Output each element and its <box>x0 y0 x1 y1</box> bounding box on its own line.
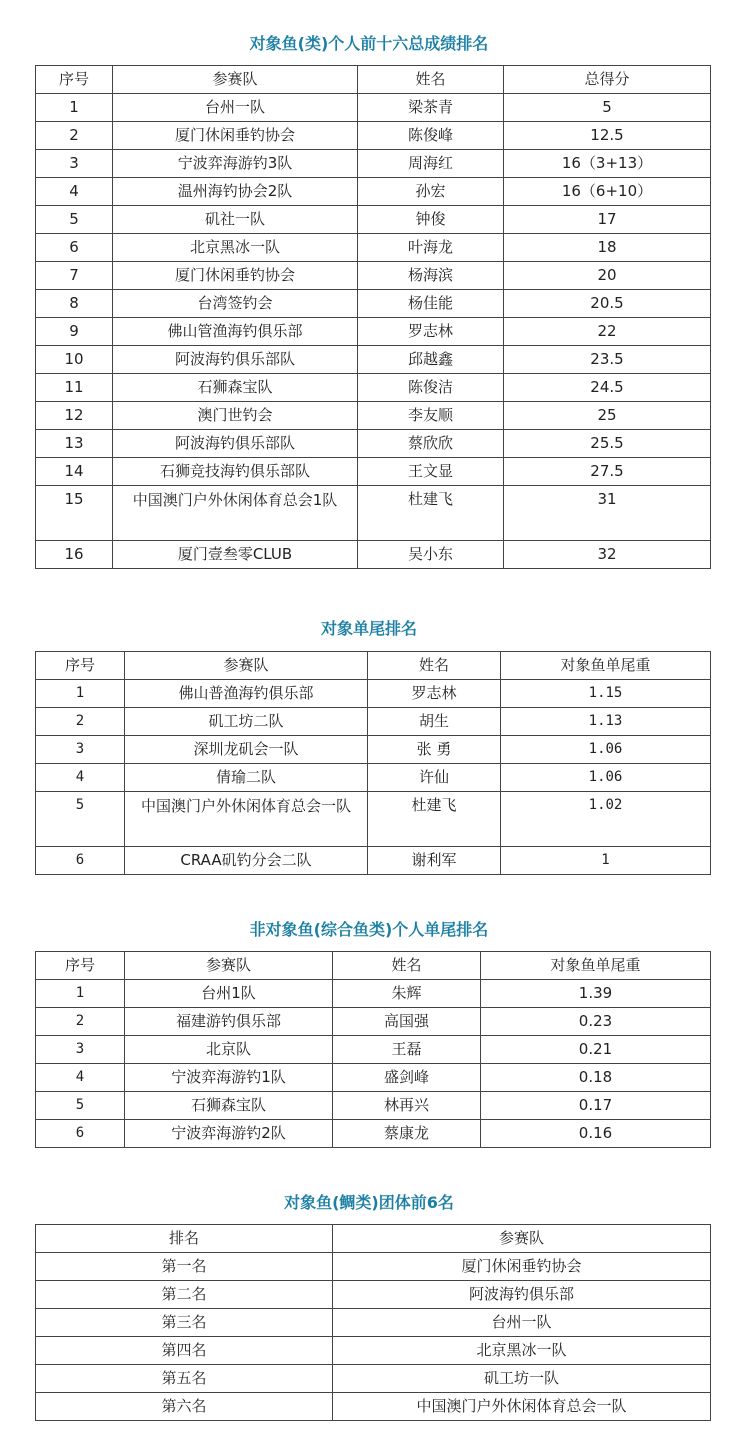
table-cell: 宁波弈海游钓2队 <box>125 1120 333 1148</box>
table-cell: 中国澳门户外休闲体育总会1队 <box>113 486 358 541</box>
table-cell: 厦门休闲垂钓协会 <box>113 262 358 290</box>
table-cell: 杨海滨 <box>358 262 504 290</box>
table-cell: 谢利军 <box>368 847 501 875</box>
table-cell: CRAA矶钓分会二队 <box>125 847 368 875</box>
table-cell: 周海红 <box>358 150 504 178</box>
ranking-table <box>35 951 711 1148</box>
table-cell: 陈俊峰 <box>358 122 504 150</box>
table-row <box>36 541 711 569</box>
table-row <box>36 458 711 486</box>
table-cell: 阿波海钓俱乐部队 <box>113 430 358 458</box>
table-cell: 厦门壹叁零CLUB <box>113 541 358 569</box>
column-header: 对象鱼单尾重 <box>481 952 711 980</box>
table-cell: 5 <box>36 792 125 847</box>
table-row <box>36 680 711 708</box>
table-cell: 李友顺 <box>358 402 504 430</box>
table-cell: 2 <box>36 122 113 150</box>
table-cell: 13 <box>36 430 113 458</box>
table-cell: 蔡欣欣 <box>358 430 504 458</box>
table-cell: 宁波弈海游钓3队 <box>113 150 358 178</box>
table-cell: 1.02 <box>501 792 711 847</box>
table-cell: 台州一队 <box>333 1309 711 1337</box>
table-cell: 王文显 <box>358 458 504 486</box>
table-cell: 7 <box>36 262 113 290</box>
table-cell: 孙宏 <box>358 178 504 206</box>
ranking-table <box>35 1224 711 1421</box>
table-cell: 第五名 <box>36 1365 333 1393</box>
table-cell: 王磊 <box>333 1036 481 1064</box>
table-cell: 倩瑜二队 <box>125 764 368 792</box>
table-cell: 25 <box>504 402 711 430</box>
table-cell: 许仙 <box>368 764 501 792</box>
table-cell: 台州1队 <box>125 980 333 1008</box>
ranking-table <box>35 651 711 875</box>
table-cell: 第一名 <box>36 1253 333 1281</box>
table-cell: 第四名 <box>36 1337 333 1365</box>
table-cell: 9 <box>36 318 113 346</box>
table-row <box>36 792 711 847</box>
table-cell: 矶工坊一队 <box>333 1365 711 1393</box>
table-cell: 4 <box>36 178 113 206</box>
table-row <box>36 374 711 402</box>
header-row <box>36 66 711 94</box>
column-header: 总得分 <box>504 66 711 94</box>
table-cell: 17 <box>504 206 711 234</box>
table-row <box>36 262 711 290</box>
table-row <box>36 206 711 234</box>
table-cell: 第三名 <box>36 1309 333 1337</box>
table-cell: 1 <box>501 847 711 875</box>
table-cell: 深圳龙矶会一队 <box>125 736 368 764</box>
table-cell: 23.5 <box>504 346 711 374</box>
header-row <box>36 1225 711 1253</box>
table-cell: 北京队 <box>125 1036 333 1064</box>
ranking-table <box>35 65 711 569</box>
column-header: 参赛队 <box>125 952 333 980</box>
table-row <box>36 402 711 430</box>
table-cell: 4 <box>36 1064 125 1092</box>
header-row <box>36 652 711 680</box>
table-row <box>36 234 711 262</box>
table-cell: 矶工坊二队 <box>125 708 368 736</box>
table-row <box>36 178 711 206</box>
table-cell: 1.39 <box>481 980 711 1008</box>
table-row <box>36 1337 711 1365</box>
table-cell: 高国强 <box>333 1008 481 1036</box>
table-cell: 石狮森宝队 <box>113 374 358 402</box>
table-cell: 北京黑冰一队 <box>333 1337 711 1365</box>
table-row <box>36 430 711 458</box>
table-cell: 厦门休闲垂钓协会 <box>333 1253 711 1281</box>
table-cell: 22 <box>504 318 711 346</box>
table-cell: 杨佳能 <box>358 290 504 318</box>
table-cell: 32 <box>504 541 711 569</box>
column-header: 姓名 <box>358 66 504 94</box>
table-row <box>36 122 711 150</box>
section-title: 非对象鱼(综合鱼类)个人单尾排名 <box>249 920 489 939</box>
table-cell: 1 <box>36 980 125 1008</box>
table-row <box>36 1393 711 1421</box>
table-cell: 0.17 <box>481 1092 711 1120</box>
table-cell: 5 <box>36 206 113 234</box>
table-cell: 石狮森宝队 <box>125 1092 333 1120</box>
table-row <box>36 486 711 541</box>
table-cell: 0.23 <box>481 1008 711 1036</box>
column-header: 姓名 <box>368 652 501 680</box>
table-cell: 叶海龙 <box>358 234 504 262</box>
table-cell: 温州海钓协会2队 <box>113 178 358 206</box>
table-cell: 6 <box>36 1120 125 1148</box>
table-cell: 福建游钓俱乐部 <box>125 1008 333 1036</box>
table-cell: 16（3+13） <box>504 150 711 178</box>
table-row <box>36 708 711 736</box>
table-cell: 0.18 <box>481 1064 711 1092</box>
table-cell: 罗志林 <box>368 680 501 708</box>
table-cell: 阿波海钓俱乐部 <box>333 1281 711 1309</box>
table-cell: 罗志林 <box>358 318 504 346</box>
table-row <box>36 1365 711 1393</box>
table-cell: 11 <box>36 374 113 402</box>
table-cell: 12.5 <box>504 122 711 150</box>
table-cell: 18 <box>504 234 711 262</box>
table-cell: 15 <box>36 486 113 541</box>
table-row <box>36 736 711 764</box>
table-cell: 1.13 <box>501 708 711 736</box>
table-cell: 1.06 <box>501 736 711 764</box>
table-cell: 6 <box>36 234 113 262</box>
section-individual-top16 <box>0 32 738 569</box>
table-cell: 14 <box>36 458 113 486</box>
table-cell: 吴小东 <box>358 541 504 569</box>
table-cell: 16（6+10） <box>504 178 711 206</box>
section-title: 对象鱼(鲷类)团体前6名 <box>284 1193 454 1212</box>
table-cell: 2 <box>36 1008 125 1036</box>
table-row <box>36 1281 711 1309</box>
table-cell: 1 <box>36 680 125 708</box>
table-cell: 5 <box>504 94 711 122</box>
section-non-target-fish <box>0 918 738 1148</box>
column-header: 对象鱼单尾重 <box>501 652 711 680</box>
table-row <box>36 847 711 875</box>
table-cell: 0.21 <box>481 1036 711 1064</box>
table-cell: 24.5 <box>504 374 711 402</box>
table-cell: 朱辉 <box>333 980 481 1008</box>
table-row <box>36 1120 711 1148</box>
table-cell: 12 <box>36 402 113 430</box>
table-cell: 第六名 <box>36 1393 333 1421</box>
table-row <box>36 94 711 122</box>
table-cell: 台湾签钓会 <box>113 290 358 318</box>
table-cell: 林再兴 <box>333 1092 481 1120</box>
table-cell: 16 <box>36 541 113 569</box>
table-cell: 1.15 <box>501 680 711 708</box>
table-cell: 盛剑峰 <box>333 1064 481 1092</box>
table-cell: 台州一队 <box>113 94 358 122</box>
table-row <box>36 1064 711 1092</box>
header-row <box>36 952 711 980</box>
table-row <box>36 1253 711 1281</box>
column-header: 姓名 <box>333 952 481 980</box>
table-row <box>36 318 711 346</box>
table-cell: 宁波弈海游钓1队 <box>125 1064 333 1092</box>
section-team-top6 <box>0 1191 738 1421</box>
table-cell: 厦门休闲垂钓协会 <box>113 122 358 150</box>
section-single-fish <box>0 617 738 875</box>
table-cell: 邱越鑫 <box>358 346 504 374</box>
table-cell: 杜建飞 <box>368 792 501 847</box>
table-cell: 北京黑冰一队 <box>113 234 358 262</box>
table-cell: 胡生 <box>368 708 501 736</box>
table-cell: 陈俊洁 <box>358 374 504 402</box>
table-cell: 4 <box>36 764 125 792</box>
section-title: 对象鱼(类)个人前十六总成绩排名 <box>249 34 489 53</box>
table-row <box>36 346 711 374</box>
table-cell: 5 <box>36 1092 125 1120</box>
table-row <box>36 150 711 178</box>
table-cell: 0.16 <box>481 1120 711 1148</box>
table-cell: 31 <box>504 486 711 541</box>
table-row <box>36 1008 711 1036</box>
table-cell: 27.5 <box>504 458 711 486</box>
column-header: 参赛队 <box>125 652 368 680</box>
table-cell: 矶社一队 <box>113 206 358 234</box>
table-cell: 张 勇 <box>368 736 501 764</box>
table-cell: 阿波海钓俱乐部队 <box>113 346 358 374</box>
table-cell: 1 <box>36 94 113 122</box>
table-cell: 8 <box>36 290 113 318</box>
table-row <box>36 290 711 318</box>
column-header: 序号 <box>36 652 125 680</box>
table-cell: 20 <box>504 262 711 290</box>
column-header: 参赛队 <box>333 1225 711 1253</box>
table-cell: 25.5 <box>504 430 711 458</box>
table-cell: 3 <box>36 736 125 764</box>
table-cell: 杜建飞 <box>358 486 504 541</box>
table-row <box>36 1309 711 1337</box>
table-cell: 石狮竞技海钓俱乐部队 <box>113 458 358 486</box>
table-cell: 20.5 <box>504 290 711 318</box>
table-cell: 钟俊 <box>358 206 504 234</box>
table-cell: 第二名 <box>36 1281 333 1309</box>
table-cell: 2 <box>36 708 125 736</box>
table-row <box>36 1092 711 1120</box>
table-cell: 佛山普渔海钓俱乐部 <box>125 680 368 708</box>
table-cell: 3 <box>36 1036 125 1064</box>
table-cell: 6 <box>36 847 125 875</box>
column-header: 排名 <box>36 1225 333 1253</box>
table-cell: 梁茶青 <box>358 94 504 122</box>
table-cell: 1.06 <box>501 764 711 792</box>
table-row <box>36 1036 711 1064</box>
table-cell: 中国澳门户外休闲体育总会一队 <box>333 1393 711 1421</box>
table-cell: 澳门世钓会 <box>113 402 358 430</box>
column-header: 序号 <box>36 952 125 980</box>
table-cell: 蔡康龙 <box>333 1120 481 1148</box>
table-cell: 3 <box>36 150 113 178</box>
table-row <box>36 980 711 1008</box>
section-title: 对象单尾排名 <box>320 619 417 638</box>
column-header: 序号 <box>36 66 113 94</box>
table-cell: 10 <box>36 346 113 374</box>
table-cell: 中国澳门户外休闲体育总会一队 <box>125 792 368 847</box>
column-header: 参赛队 <box>113 66 358 94</box>
table-cell: 佛山管渔海钓俱乐部 <box>113 318 358 346</box>
table-row <box>36 764 711 792</box>
